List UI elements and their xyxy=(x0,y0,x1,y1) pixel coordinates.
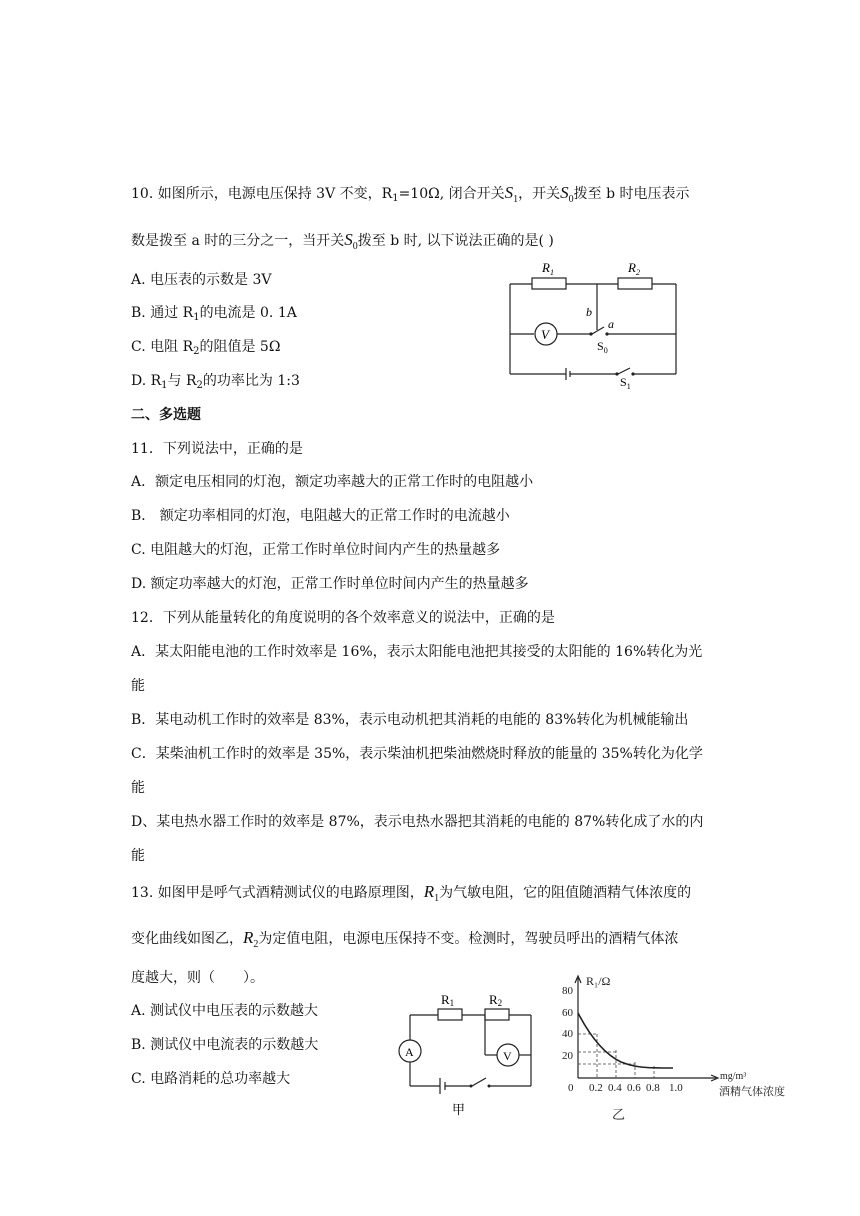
q13-option-a: A. 测试仪中电压表的示数越大 xyxy=(131,1003,319,1019)
q10-option-d: D. $R_1$与 $R_2$的功率比为 1:3 xyxy=(131,373,300,391)
q10-fig-label-a: a xyxy=(608,317,614,331)
q12-option-d-line2: 能 xyxy=(131,848,145,864)
q13-graph-xunit: mg/m³ xyxy=(720,1071,747,1082)
q10-circuit-diagram xyxy=(500,256,700,391)
q13-graph-xtick-0: 0 xyxy=(568,1082,574,1094)
q10-option-c: C. 电阻 $R_2$的阻值是 5Ω xyxy=(131,339,281,357)
q13-fig-label-r1: R1 xyxy=(441,992,455,1008)
q12-option-a-line2: 能 xyxy=(131,678,145,694)
q13-graph-ytick-80: 80 xyxy=(562,985,573,997)
q13-stem-line2: 变化曲线如图乙，$R_2$为定值电阻，电源电压保持不变。检测时，驾驶员呼出的酒精气体浓 xyxy=(131,928,679,950)
q13-option-c: C. 电路消耗的总功率越大 xyxy=(131,1071,291,1087)
q13-fig-voltmeter-label: V xyxy=(503,1049,512,1063)
q13-graph-ylabel: R₁/Ω xyxy=(586,974,611,988)
q13-graph-xlabel: 酒精气体浓度 xyxy=(719,1086,785,1098)
q10-stem-line2: 数是拨至 a 时的三分之一，当开关$S_0$拨至 b 时, 以下说法正确的是( ) xyxy=(131,230,554,252)
q12-option-c-line1: C．某柴油机工作时的效率是 35%，表示柴油机把柴油燃烧时释放的能量的 35%转化为化学 xyxy=(131,746,703,762)
q13-graph-xtick-0-2: 0.2 xyxy=(589,1082,603,1094)
q13-graph-xtick-0-8: 0.8 xyxy=(646,1082,660,1094)
q10-fig-label-b: b xyxy=(586,305,592,319)
q13-graph-ytick-40: 40 xyxy=(562,1028,573,1040)
q13-fig-ammeter-label: A xyxy=(405,1045,414,1059)
q10-option-a: A. 电压表的示数是 3V xyxy=(131,272,272,288)
q11-stem: 11．下列说法中，正确的是 xyxy=(131,441,303,457)
q10-stem-line1: 10. 如图所示，电源电压保持 3V 不变，$R_1=10\Omega$, 闭合开关$S_1$，开关$S_0$拨至 b 时电压表示 xyxy=(131,183,690,205)
q10-fig-label-s0: $S_0$ xyxy=(597,339,608,355)
q10-fig-label-r2: $R_2$ xyxy=(628,260,640,277)
q11-option-a: A．额定电压相同的灯泡，额定功率越大的正常工作时的电阻越小 xyxy=(131,474,534,490)
q10-fig-voltmeter-label: V xyxy=(541,327,549,342)
q12-option-b: B．某电动机工作时的效率是 83%，表示电动机把其消耗的电能的 83%转化为机械能输出 xyxy=(131,712,689,728)
q13-option-b: B. 测试仪中电流表的示数越大 xyxy=(131,1037,319,1053)
q11-option-d: D. 额定功率越大的灯泡，正常工作时单位时间内产生的热量越多 xyxy=(131,576,529,592)
section-heading: 二、多选题 xyxy=(131,407,201,423)
q13-graph-caption-yi: 乙 xyxy=(612,1107,626,1122)
q13-graph-xtick-1-0: 1.0 xyxy=(669,1082,683,1094)
q13-graph-xtick-0-6: 0.6 xyxy=(627,1082,641,1094)
q13-graph-ytick-60: 60 xyxy=(562,1007,573,1019)
q12-option-a-line1: A．某太阳能电池的工作时效率是 16%，表示太阳能电池把其接受的太阳能的 16%转化为光 xyxy=(131,644,703,660)
q12-option-c-line2: 能 xyxy=(131,780,145,796)
q10-fig-label-s1: $S_1$ xyxy=(620,375,631,391)
q12-option-d-line1: D、某电热水器工作时的效率是 87%，表示电热水器把其消耗的电能的 87%转化成了水的内 xyxy=(131,814,704,830)
q13-circuit-diagram-jia xyxy=(398,970,548,1120)
q12-stem: 12．下列从能量转化的角度说明的各个效率意义的说法中，正确的是 xyxy=(131,610,555,626)
q13-fig-label-r2: R2 xyxy=(489,992,503,1008)
q11-option-b: B． 额定功率相同的灯泡，电阻越大的正常工作时的电流越小 xyxy=(131,508,510,524)
q13-graph-yi xyxy=(556,966,806,1126)
q11-option-c: C. 电阻越大的灯泡，正常工作时单位时间内产生的热量越多 xyxy=(131,542,501,558)
q13-fig-caption-jia: 甲 xyxy=(452,1102,466,1117)
q13-graph-xtick-0-4: 0.4 xyxy=(608,1082,622,1094)
q13-stem-line1: 13. 如图甲是呼气式酒精测试仪的电路原理图，$R_1$为气敏电阻，它的阻值随酒精气体浓度的 xyxy=(131,882,692,904)
q10-fig-label-r1: $R_1$ xyxy=(542,260,554,277)
q13-stem-line3: 度越大，则（ ）。 xyxy=(131,970,264,986)
q13-graph-ytick-20: 20 xyxy=(562,1050,573,1062)
q10-option-b: B. 通过 $R_1$的电流是 0. 1A xyxy=(131,305,297,323)
